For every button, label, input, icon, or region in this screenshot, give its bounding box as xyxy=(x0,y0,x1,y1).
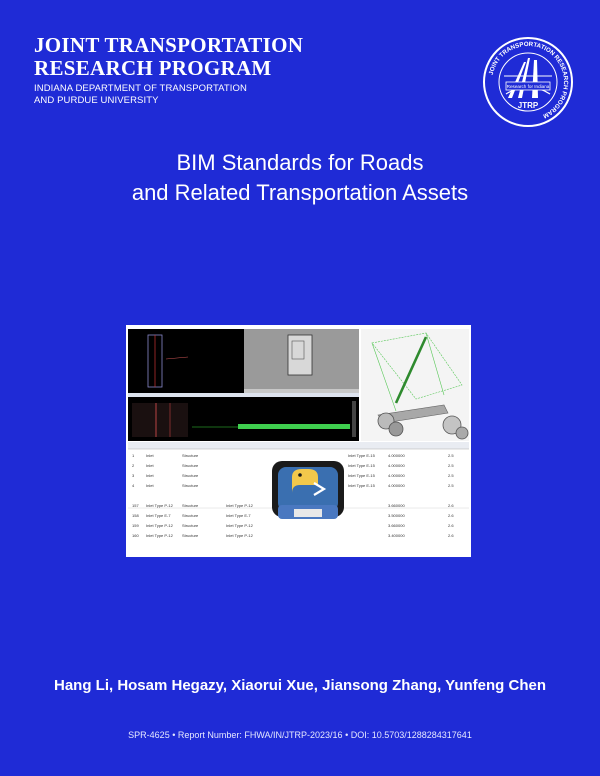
table-cell: Structure xyxy=(182,513,199,518)
table-cell: 4.000000 xyxy=(388,453,405,458)
table-cell: 2.6 xyxy=(448,513,454,518)
table-cell: Inlet Type P-12 xyxy=(146,533,173,538)
table-cell: 3 xyxy=(132,473,135,478)
table-cell: Structure xyxy=(182,533,199,538)
report-title xyxy=(0,148,600,208)
table-cell: 3.500000 xyxy=(388,513,405,518)
table-cell: Inlet Type P-12 xyxy=(226,523,253,528)
table-cell: Structure xyxy=(182,463,199,468)
table-cell: Inlet xyxy=(146,473,154,478)
table-cell: Inlet Type P-12 xyxy=(146,503,173,508)
table-cell: 3.400000 xyxy=(388,533,405,538)
table-cell: 2.6 xyxy=(448,503,454,508)
org-name-line1: JOINT TRANSPORTATION xyxy=(34,33,304,57)
jtrp-seal-logo xyxy=(482,36,574,128)
table-cell: 3.660000 xyxy=(388,503,405,508)
table-cell: Inlet xyxy=(146,483,154,488)
org-sub-line2: AND PURDUE UNIVERSITY xyxy=(34,95,159,106)
table-cell: Inlet Type E-15 xyxy=(348,483,375,488)
seal-abbrev: JTRP xyxy=(517,101,539,110)
table-cell: Structure xyxy=(182,473,199,478)
table-cell: 157 xyxy=(132,503,139,508)
table-cell: 2.6 xyxy=(448,533,454,538)
table-cell: 2 xyxy=(132,463,135,468)
table-cell: Inlet Type P-12 xyxy=(226,503,253,508)
table-cell: 4 xyxy=(132,483,135,488)
figure-graphics xyxy=(126,325,471,557)
table-cell: Structure xyxy=(182,453,199,458)
seal-ring-text: JOINT TRANSPORTATION RESEARCH PROGRAM xyxy=(487,40,570,120)
org-sub-line1: INDIANA DEPARTMENT OF TRANSPORTATION xyxy=(34,83,247,94)
table-cell: Inlet Type E-15 xyxy=(348,463,375,468)
table-cell: Structure xyxy=(182,503,199,508)
cover-figure xyxy=(126,325,471,557)
table-cell: 2.5 xyxy=(448,463,454,468)
table-cell: 4.000000 xyxy=(388,483,405,488)
table-cell: Inlet Type E-7 xyxy=(146,513,171,518)
table-cell: Inlet Type E-15 xyxy=(348,453,375,458)
org-name-line2: RESEARCH PROGRAM xyxy=(34,56,272,80)
title-line1: BIM Standards for Roads xyxy=(176,150,424,175)
table-cell: Inlet Type P-12 xyxy=(226,533,253,538)
publisher-block xyxy=(34,34,303,107)
table-cell: Structure xyxy=(182,523,199,528)
table-cell: 2.6 xyxy=(448,523,454,528)
table-cell: 2.5 xyxy=(448,453,454,458)
table-cell: Inlet xyxy=(146,453,154,458)
table-cell: 159 xyxy=(132,523,139,528)
report-identifiers: SPR-4625 • Report Number: FHWA/IN/JTRP-2023/16 • DOI: 10.5703/1288284317641 xyxy=(128,730,472,740)
table-cell: 4.000000 xyxy=(388,473,405,478)
table-cell: 3.660000 xyxy=(388,523,405,528)
table-cell: Structure xyxy=(182,483,199,488)
table-cell: 2.5 xyxy=(448,483,454,488)
table-cell: Inlet xyxy=(146,463,154,468)
table-cell: 2.5 xyxy=(448,473,454,478)
table-cell: Inlet Type E-15 xyxy=(348,473,375,478)
seal-banner-text: Research for Indiana xyxy=(506,84,550,89)
title-line2: and Related Transportation Assets xyxy=(131,180,469,205)
table-cell: 158 xyxy=(132,513,139,518)
authors: Hang Li, Hosam Hegazy, Xiaorui Xue, Jiansong Zhang, Yunfeng Chen xyxy=(53,677,547,694)
table-cell: 1 xyxy=(132,453,135,458)
table-cell: Inlet Type P-12 xyxy=(146,523,173,528)
table-cell: 160 xyxy=(132,533,139,538)
table-cell: Inlet Type E-7 xyxy=(226,513,251,518)
table-cell: 4.000000 xyxy=(388,463,405,468)
